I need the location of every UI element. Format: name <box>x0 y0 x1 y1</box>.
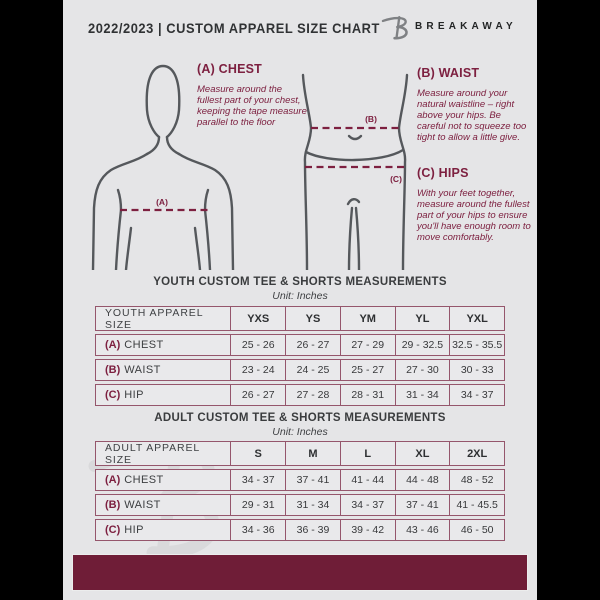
youth-table-unit: Unit: Inches <box>272 290 328 302</box>
value-cell: 27 - 29 <box>340 335 395 355</box>
youth-table-title: YOUTH CUSTOM TEE & SHORTS MEASUREMENTS <box>153 276 447 288</box>
chest-instruction <box>197 62 309 128</box>
row-label: WAIST <box>124 364 161 376</box>
lower-body-diagram <box>292 70 422 270</box>
value-cell: 37 - 41 <box>395 495 450 515</box>
row-label-cell <box>96 385 230 405</box>
value-cell: 34 - 37 <box>230 470 285 490</box>
value-cell: 41 - 45.5 <box>449 495 504 515</box>
row-prefix: (B) <box>105 499 121 511</box>
value-cell: 36 - 39 <box>285 520 340 540</box>
value-cell: 25 - 27 <box>340 360 395 380</box>
value-cell: 29 - 31 <box>230 495 285 515</box>
size-col-header: M <box>285 442 340 465</box>
row-prefix: (B) <box>105 364 121 376</box>
chest-marker-label: (A) <box>156 197 168 207</box>
page-title: 2022/2023 | CUSTOM APPAREL SIZE CHART <box>88 20 380 36</box>
size-col-header: XL <box>395 442 450 465</box>
hips-marker-label: (C) <box>390 174 402 184</box>
size-col-header: YXL <box>449 307 504 330</box>
waist-instruction <box>417 66 531 143</box>
size-col-header: 2XL <box>449 442 504 465</box>
breakaway-logo-icon <box>381 13 411 41</box>
waist-text: Measure around your natural waistline – right above your hips. Be careful not to squeeze too tight to allow a little give. <box>417 88 527 143</box>
value-cell: 32.5 - 35.5 <box>449 335 504 355</box>
size-chart-page <box>63 0 537 600</box>
waist-marker-label: (B) <box>365 114 377 124</box>
row-label: HIP <box>124 524 144 536</box>
row-prefix: (C) <box>105 524 121 536</box>
value-cell: 27 - 30 <box>395 360 450 380</box>
value-cell: 31 - 34 <box>395 385 450 405</box>
row-label: CHEST <box>124 339 164 351</box>
table-row-waist <box>95 494 505 516</box>
youth-size-table <box>95 306 505 409</box>
value-cell: 25 - 26 <box>230 335 285 355</box>
table-row-chest <box>95 334 505 356</box>
row-label: CHEST <box>124 474 164 486</box>
adult-header-label: ADULT APPAREL SIZE <box>105 441 200 466</box>
hips-heading: (C) HIPS <box>417 166 469 180</box>
brand-name: BREAKAWAY <box>415 21 517 32</box>
table-row-chest <box>95 469 505 491</box>
value-cell: 29 - 32.5 <box>395 335 450 355</box>
row-label-cell <box>96 470 230 490</box>
value-cell: 23 - 24 <box>230 360 285 380</box>
chest-heading: (A) CHEST <box>197 62 262 76</box>
table-row-hip <box>95 384 505 406</box>
table-row-waist <box>95 359 505 381</box>
row-label-cell <box>96 360 230 380</box>
value-cell: 37 - 41 <box>285 470 340 490</box>
row-label-cell <box>96 335 230 355</box>
value-cell: 31 - 34 <box>285 495 340 515</box>
size-col-header: L <box>340 442 395 465</box>
value-cell: 34 - 37 <box>340 495 395 515</box>
hips-instruction <box>417 166 531 243</box>
value-cell: 48 - 52 <box>449 470 504 490</box>
value-cell: 41 - 44 <box>340 470 395 490</box>
row-prefix: (C) <box>105 389 121 401</box>
value-cell: 39 - 42 <box>340 520 395 540</box>
row-label: WAIST <box>124 499 161 511</box>
hips-text: With your feet together, measure around the fullest part of your hips to ensure you'll have enough room to move comfortably. <box>417 188 531 243</box>
value-cell: 24 - 25 <box>285 360 340 380</box>
row-label: HIP <box>124 389 144 401</box>
row-label-cell <box>96 495 230 515</box>
youth-header-label: YOUTH APPAREL SIZE <box>105 306 204 331</box>
value-cell: 44 - 48 <box>395 470 450 490</box>
waist-heading: (B) WAIST <box>417 66 480 80</box>
value-cell: 46 - 50 <box>449 520 504 540</box>
value-cell: 27 - 28 <box>285 385 340 405</box>
chest-text: Measure around the fullest part of your chest, keeping the tape measure parallel to the floor <box>197 84 307 128</box>
adult-table-title: ADULT CUSTOM TEE & SHORTS MEASUREMENTS <box>154 412 446 424</box>
adult-size-table <box>95 441 505 544</box>
table-row-hip <box>95 519 505 541</box>
adult-header-row <box>95 441 505 466</box>
value-cell: 28 - 31 <box>340 385 395 405</box>
row-prefix: (A) <box>105 474 121 486</box>
size-col-header: YL <box>395 307 450 330</box>
size-col-header: S <box>230 442 285 465</box>
value-cell: 26 - 27 <box>285 335 340 355</box>
footer-accent-bar <box>72 554 528 591</box>
value-cell: 43 - 46 <box>395 520 450 540</box>
size-col-header: YM <box>340 307 395 330</box>
value-cell: 26 - 27 <box>230 385 285 405</box>
row-label-cell <box>96 520 230 540</box>
value-cell: 30 - 33 <box>449 360 504 380</box>
value-cell: 34 - 37 <box>449 385 504 405</box>
value-cell: 34 - 36 <box>230 520 285 540</box>
row-prefix: (A) <box>105 339 121 351</box>
size-col-header: YXS <box>230 307 285 330</box>
size-col-header: YS <box>285 307 340 330</box>
adult-table-unit: Unit: Inches <box>272 426 328 438</box>
youth-header-row <box>95 306 505 331</box>
